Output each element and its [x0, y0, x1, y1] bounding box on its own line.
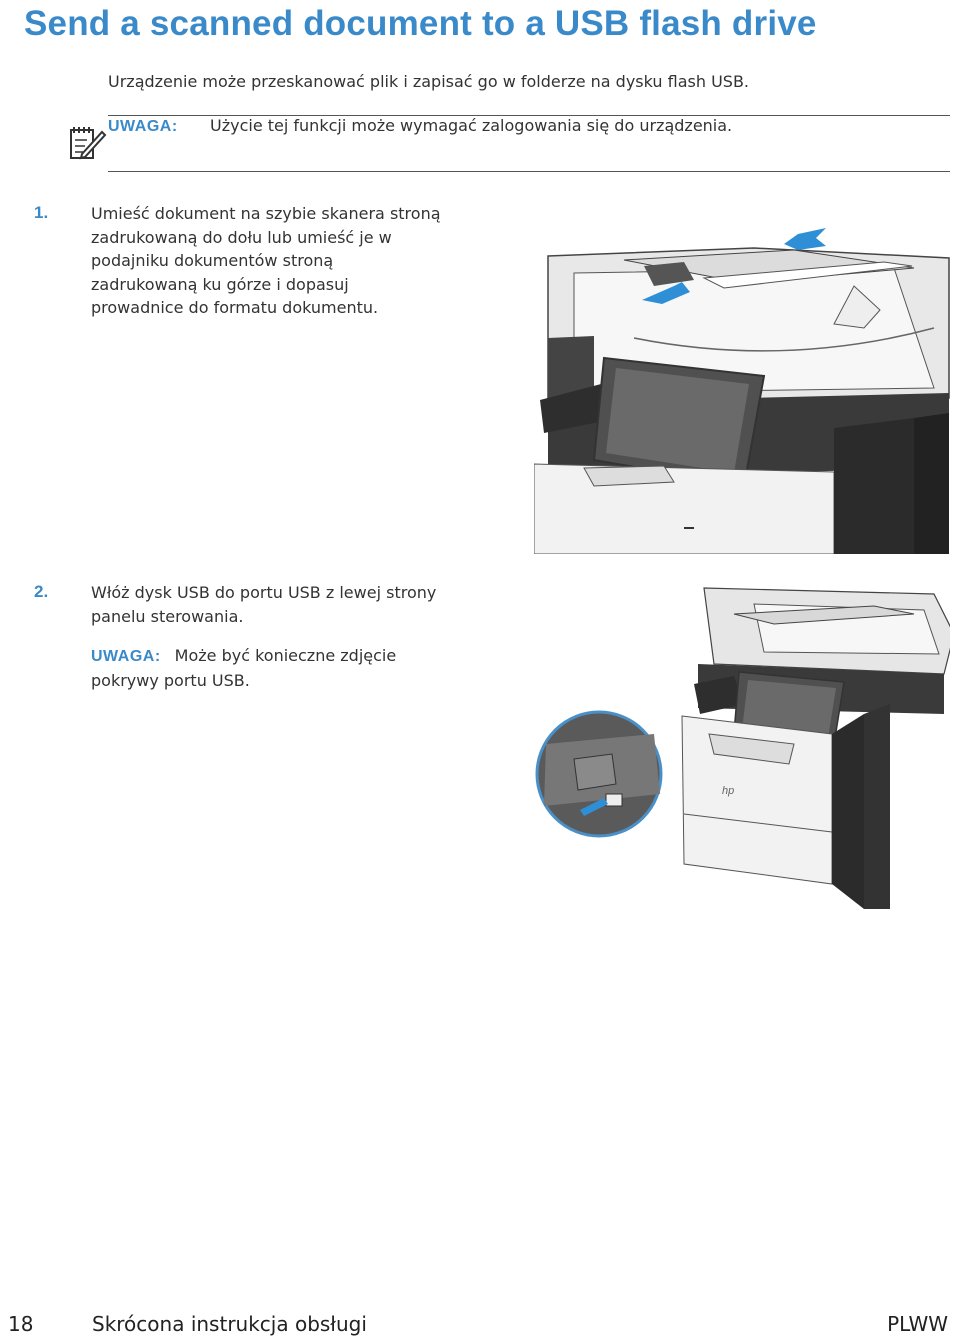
footer-page-number: 18: [8, 1312, 34, 1336]
step-1-number: 1.: [34, 203, 49, 222]
note-label: UWAGA:: [108, 118, 178, 135]
note-row: [108, 116, 732, 136]
note-pad-pencil-icon: [68, 124, 108, 164]
page-title: Send a scanned document to a USB flash drive: [24, 4, 817, 43]
step-2-number: 2.: [34, 582, 49, 601]
step-2-note: [91, 644, 451, 692]
footer-code: PLWW: [887, 1312, 948, 1336]
intro-paragraph: Urządzenie może przeskanować plik i zapisać go w folderze na dysku flash USB.: [108, 72, 750, 91]
printer-document-feeder-illustration: [534, 228, 950, 554]
step-2-note-label: UWAGA:: [91, 648, 161, 665]
note-text: Użycie tej funkcji może wymagać zalogowania się do urządzenia.: [210, 116, 733, 135]
usb-drive-icon: [606, 794, 622, 806]
printer-usb-port-illustration: [534, 584, 950, 914]
step-2-note-text: Może być konieczne zdjęcie pokrywy portu USB.: [91, 646, 397, 690]
footer-doc-title: Skrócona instrukcja obsługi: [92, 1312, 367, 1336]
svg-text:hp: hp: [722, 785, 735, 797]
step-1-text: Umieść dokument na szybie skanera stroną zadrukowaną do dołu lub umieść je w podajniku dokumentów stroną zadrukowaną ku górze i dopasuj prowadnice do formatu dokumentu.: [91, 204, 441, 317]
note-bottom-rule: [108, 171, 950, 172]
step-2-text: Włóż dysk USB do portu USB z lewej strony panelu sterowania.: [91, 583, 437, 626]
